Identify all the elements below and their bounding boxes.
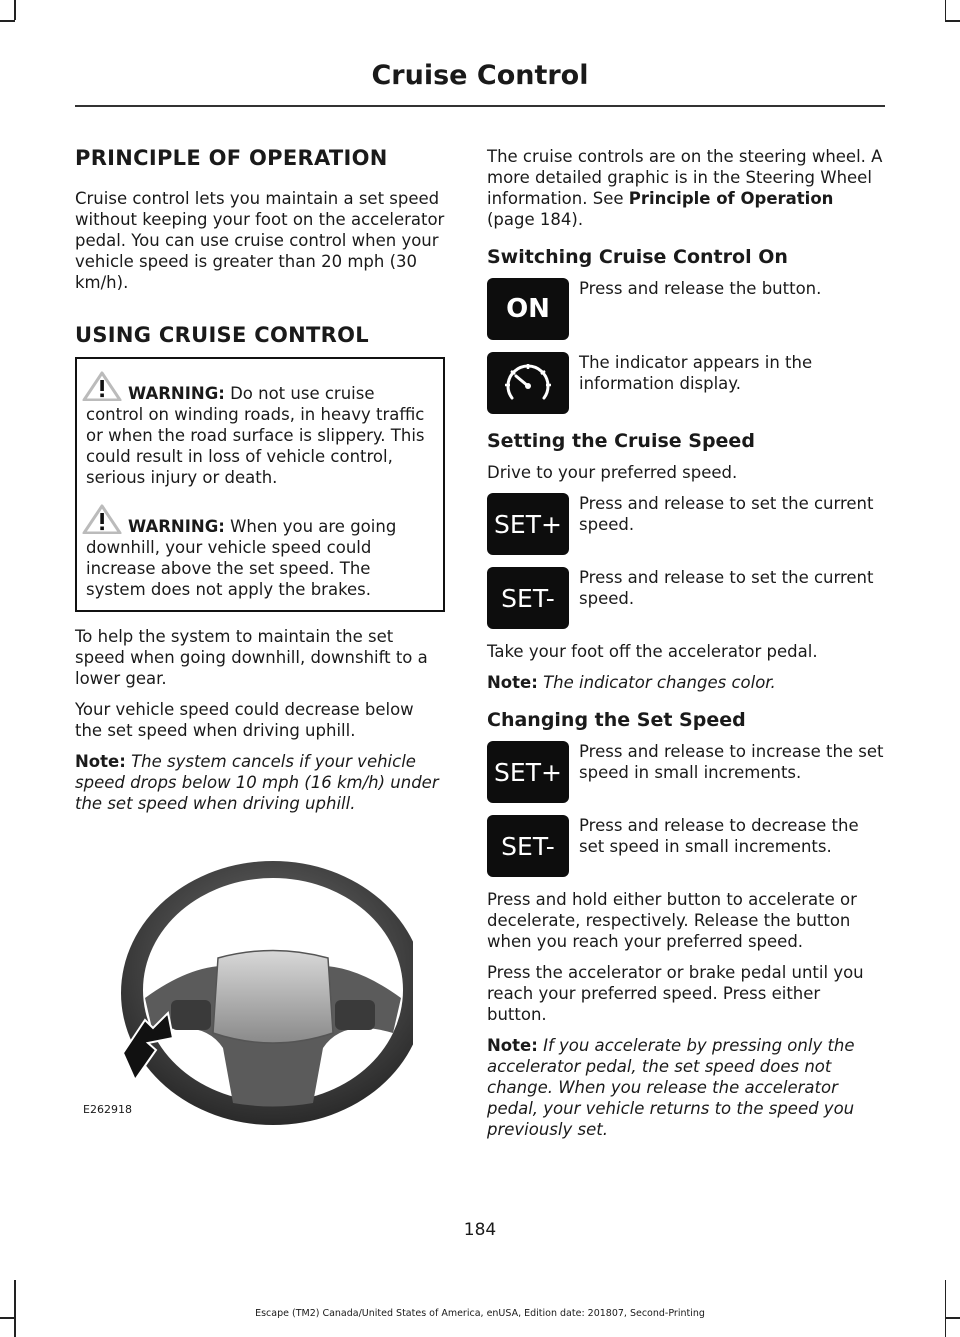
indicator-text: The indicator appears in the information display. — [579, 353, 813, 393]
on-button-icon: ON — [487, 278, 569, 340]
heading-setting-speed: Setting the Cruise Speed — [487, 430, 755, 452]
hold-paragraph: Press and hold either button to accelerate or decelerate, respectively. Release the button when you reach your preferred speed. — [487, 890, 857, 951]
foot-paragraph: Take your foot off the accelerator pedal. — [487, 642, 818, 661]
crop-mark — [14, 0, 16, 20]
note-uphill — [75, 751, 445, 814]
steering-wheel-illustration — [83, 848, 413, 1128]
drive-paragraph: Drive to your preferred speed. — [487, 463, 738, 482]
note-indicator — [487, 672, 885, 693]
decrease-row — [487, 815, 885, 877]
warning-1-text: Do not use cruise control on winding roads, in heavy traffic or when the road surface is slippery. This could result in loss of vehicle control, serious injury or death. — [86, 384, 425, 487]
uphill-paragraph: Your vehicle speed could decrease below the set speed when driving uphill. — [75, 700, 414, 740]
controls-paragraph — [487, 146, 885, 230]
heading-using: USING CRUISE CONTROL — [75, 323, 369, 347]
set-minus-icon: SET- — [487, 567, 569, 629]
downhill-paragraph: To help the system to maintain the set speed when going downhill, downshift to a lower gear. — [75, 627, 428, 688]
warning-icon — [80, 504, 128, 534]
increase-text: Press and release to increase the set speed in small increments. — [579, 742, 884, 782]
header-divider — [75, 105, 885, 107]
on-button-row — [487, 278, 885, 340]
page-number: 184 — [463, 1220, 497, 1240]
set-plus-icon: SET+ — [487, 741, 569, 803]
warning-2 — [86, 504, 435, 600]
note-accelerate — [487, 1035, 885, 1140]
set-plus-text: Press and release to set the current speed. — [579, 494, 874, 534]
pedal-paragraph: Press the accelerator or brake pedal until you reach your preferred speed. Press either button. — [487, 963, 864, 1024]
note-label: Note: — [75, 752, 126, 771]
set-plus-icon: SET+ — [487, 493, 569, 555]
principle-link[interactable]: Principle of Operation — [628, 189, 834, 208]
set-plus-row — [487, 493, 885, 555]
note-text: The indicator changes color. — [537, 673, 776, 692]
set-minus-row — [487, 567, 885, 629]
crop-mark — [945, 20, 960, 22]
warning-box — [75, 357, 445, 612]
set-minus-text: Press and release to set the current speed. — [579, 568, 874, 608]
warning-2-label: WARNING: — [128, 517, 225, 536]
heading-principle: PRINCIPLE OF OPERATION — [75, 146, 388, 170]
left-column — [75, 146, 445, 824]
heading-switching-on: Switching Cruise Control On — [487, 246, 788, 268]
note-label: Note: — [487, 673, 538, 692]
increase-row — [487, 741, 885, 803]
page-title: Cruise Control — [371, 60, 589, 91]
footer-edition: Escape (TM2) Canada/United States of America, enUSA, Edition date: 201807, Second-Printing — [255, 1308, 705, 1319]
crop-mark — [945, 0, 947, 20]
controls-page-ref: (page 184). — [487, 210, 584, 229]
right-column — [487, 146, 885, 1150]
figure-code: E262918 — [83, 1103, 132, 1116]
indicator-row — [487, 352, 885, 414]
note-text: The system cancels if your vehicle speed drops below 10 mph (16 km/h) under the set speed when driving uphill. — [75, 752, 439, 813]
note-text: If you accelerate by pressing only the accelerator pedal, the set speed does not change. When you release the accelerator pedal, your vehicle returns to the speed you previously set. — [487, 1036, 855, 1139]
warning-1 — [86, 371, 435, 488]
warning-icon — [80, 371, 128, 401]
crop-mark — [0, 20, 15, 22]
set-minus-icon: SET- — [487, 815, 569, 877]
warning-1-label: WARNING: — [128, 384, 225, 403]
controls-text: The cruise controls are on the steering wheel. A more detailed graphic is in the Steering Wheel information. See — [487, 147, 883, 208]
heading-changing-speed: Changing the Set Speed — [487, 709, 746, 731]
warning-2-text: When you are going downhill, your vehicle speed could increase above the set speed. The system does not apply the brakes. — [86, 517, 397, 599]
principle-paragraph: Cruise control lets you maintain a set speed without keeping your foot on the accelerator pedal. You can use cruise control when your vehicle speed is greater than 20 mph (30 km/h). — [75, 189, 445, 292]
speedometer-icon — [487, 352, 569, 414]
decrease-text: Press and release to decrease the set speed in small increments. — [579, 816, 859, 856]
on-button-text: Press and release the button. — [579, 279, 822, 298]
note-label: Note: — [487, 1036, 538, 1055]
